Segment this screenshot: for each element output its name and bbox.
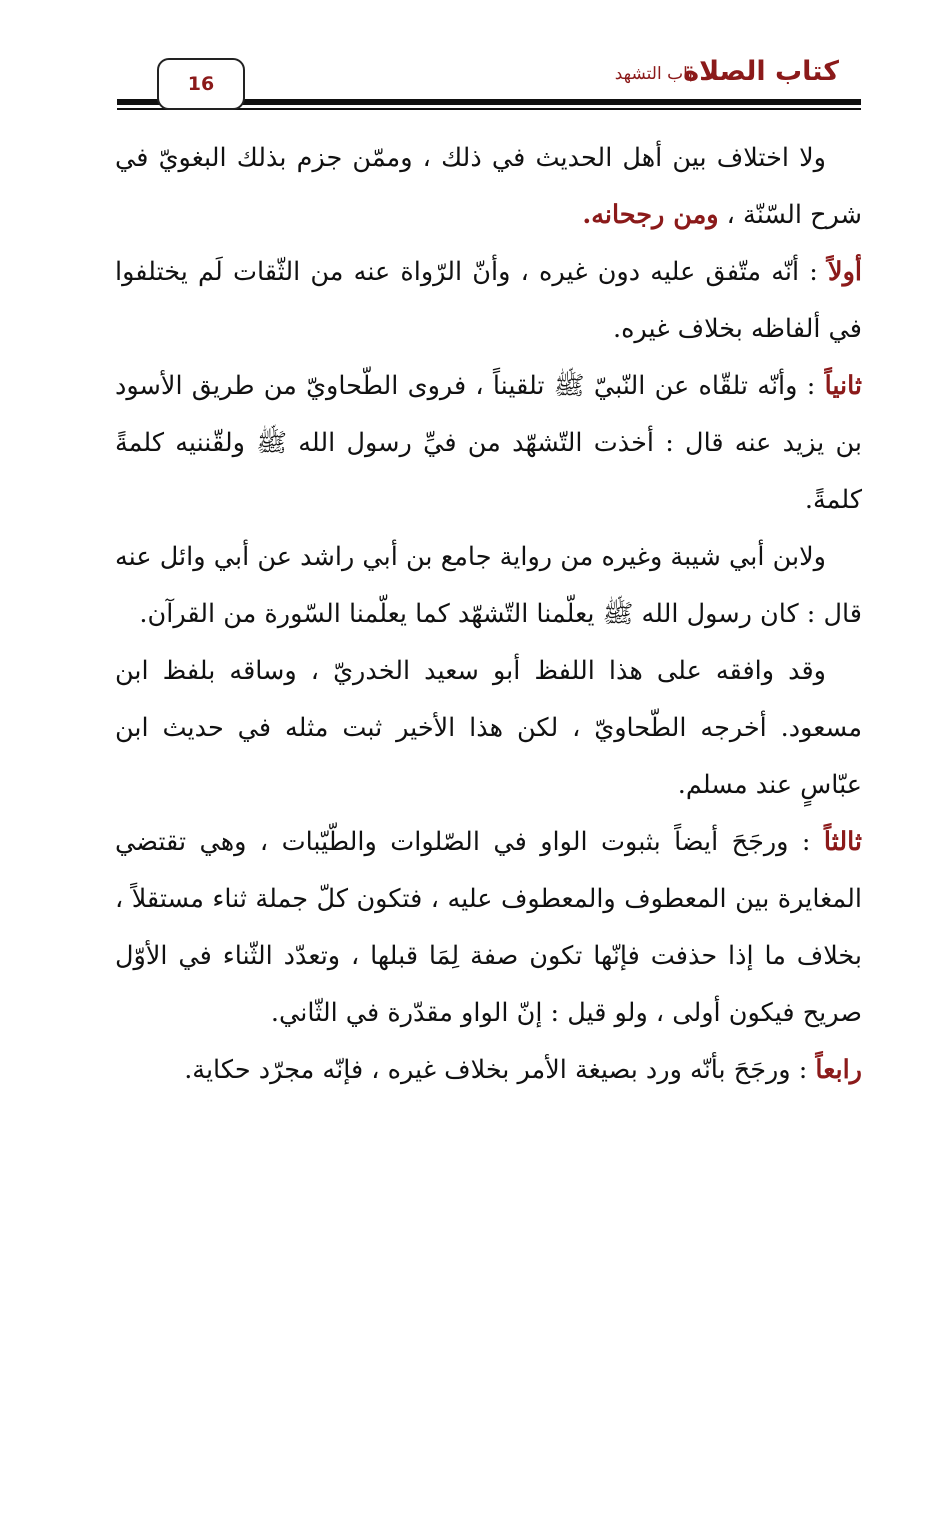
page-number-box xyxy=(157,58,245,110)
paragraph-6-text: : ورجَحَ أيضاً بثبوت الواو في الصّلوات والطّيّبات ، وهي تقتضي المغايرة بين المعطوف والمعطوف عليه ، فتكون كلّ جملة ثناء مستقلاً ، بخلاف ما إذا حذفت فإنّها تكون صفة لِمَا قبلها ، وتعدّد الثّناء في الأوّل صريح فيكون أولى ، ولو قيل : إنّ الواو مقدّرة في الثّاني. xyxy=(115,827,862,1028)
book-title: كتاب الصلاة xyxy=(683,56,839,87)
paragraph-6 xyxy=(115,814,862,1042)
paragraph-1-emphasis: ومن رجحانه. xyxy=(582,200,719,230)
paragraph-5-text: وقد وافقه على هذا اللفظ أبو سعيد الخدريّ ، وساقه بلفظ ابن مسعود. أخرجه الطّحاويّ ، لكن هذا الأخير ثبت مثله في حديث ابن عبّاسٍ عند مسلم. xyxy=(115,656,862,800)
paragraph-7-lead: رابعاً xyxy=(815,1055,862,1085)
paragraph-2-lead: أولاً xyxy=(828,257,862,287)
paragraph-4-text: ولابن أبي شيبة وغيره من رواية جامع بن أبي راشد عن أبي وائل عنه قال : كان رسول الله ﷺ يعلّمنا التّشهّد كما يعلّمنا السّورة من القرآن. xyxy=(115,542,862,629)
paragraph-4 xyxy=(115,529,862,643)
paragraph-3 xyxy=(115,358,862,529)
chapter-title: باب التشهد xyxy=(614,64,693,84)
page-header xyxy=(0,0,945,125)
paragraph-3-lead: ثانياً xyxy=(824,371,862,401)
paragraph-3-text: : وأنّه تلقّاه عن النّبيّ ﷺ تلقيناً ، فروى الطّحاويّ من طريق الأسود بن يزيد عنه قال : أخذت التّشهّد من فيِّ رسول الله ﷺ ولقّننيه كلمةً كلمةً. xyxy=(115,371,862,515)
paragraph-2-text: : أنّه متّفق عليه دون غيره ، وأنّ الرّواة عنه من الثّقات لَم يختلفوا في ألفاظه بخلاف غيره. xyxy=(115,257,862,344)
paragraph-1 xyxy=(115,130,862,244)
paragraph-6-lead: ثالثاً xyxy=(823,827,862,857)
paragraph-2 xyxy=(115,244,862,358)
paragraph-1-text: ولا اختلاف بين أهل الحديث في ذلك ، وممّن جزم بذلك البغويّ في شرح السّنّة ، xyxy=(115,143,862,230)
paragraph-7-text: : ورجَحَ بأنّه ورد بصيغة الأمر بخلاف غيره ، فإنّه مجرّد حكاية. xyxy=(184,1055,816,1085)
paragraph-5 xyxy=(115,643,862,814)
page-number: 16 xyxy=(187,73,215,95)
paragraph-7 xyxy=(115,1042,862,1099)
page-body xyxy=(115,130,862,1099)
